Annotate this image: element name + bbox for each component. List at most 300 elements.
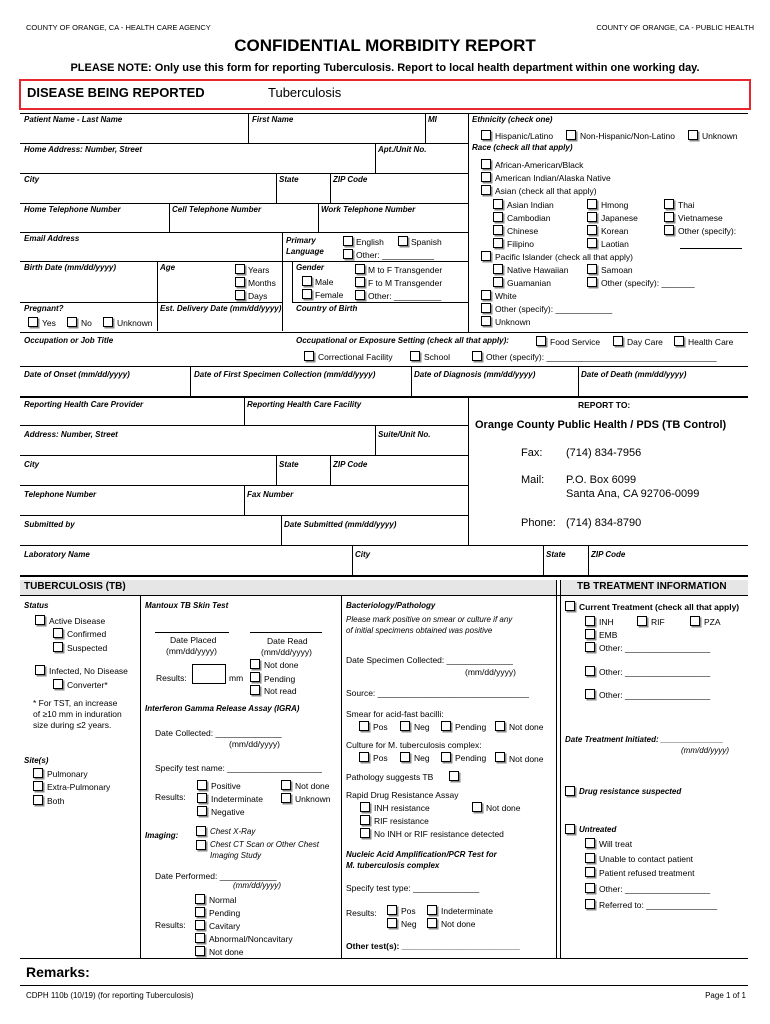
months-checkbox[interactable] — [235, 277, 245, 287]
native-checkbox[interactable] — [481, 172, 491, 182]
infected-checkbox[interactable] — [35, 665, 45, 675]
english-checkbox[interactable] — [343, 236, 353, 246]
native-label: American Indian/Alaska Native — [495, 173, 611, 183]
provider-address-label: Address: Number, Street — [24, 430, 118, 439]
culture-neg-checkbox[interactable] — [400, 752, 410, 762]
fax-label: Fax: — [521, 447, 543, 459]
death-date-label: Date of Death (mm/dd/yyyy) — [581, 370, 687, 379]
treatment-other-2-label: Other: __________________ — [599, 667, 711, 677]
mantoux-pending-checkbox[interactable] — [250, 672, 260, 682]
cambodian-label: Cambodian — [507, 213, 551, 223]
mantoux-results-label: Results: — [156, 673, 187, 683]
ethnicity-unknown-label: Unknown — [702, 131, 738, 141]
extra-pulmonary-label: Extra-Pulmonary — [47, 782, 111, 792]
thai-checkbox[interactable] — [664, 199, 674, 209]
form-title: CONFIDENTIAL MORBIDITY REPORT — [234, 36, 536, 55]
hawaiian-checkbox[interactable] — [493, 264, 503, 274]
remarks-label: Remarks: — [26, 964, 90, 980]
treatment-other-3-checkbox[interactable] — [585, 689, 595, 699]
provider-phone-label: Telephone Number — [24, 490, 97, 499]
igra-negative-label: Negative — [211, 807, 245, 817]
date-initiated-label: Date Treatment Initiated: ______________ — [565, 735, 724, 744]
treatment-other-3-label: Other: __________________ — [599, 690, 711, 700]
inh-checkbox[interactable] — [585, 616, 595, 626]
form-note: PLEASE NOTE: Only use this form for reporting Tuberculosis. Report to local health department within one working day. — [70, 62, 700, 74]
referred-checkbox[interactable] — [585, 899, 595, 909]
provider-zip-label: ZIP Code — [333, 460, 368, 469]
first-name-label: First Name — [252, 115, 294, 124]
thai-label: Thai — [678, 200, 695, 210]
pregnant-yes-label: Yes — [42, 318, 56, 328]
suspected-checkbox[interactable] — [53, 642, 63, 652]
inh-resistance-checkbox[interactable] — [360, 802, 370, 812]
japanese-label: Japanese — [601, 213, 638, 223]
other-asian-checkbox[interactable] — [664, 225, 674, 235]
laotian-checkbox[interactable] — [587, 238, 597, 248]
status-label: Status — [24, 601, 49, 610]
naa-indeterminate-label: Indeterminate — [441, 906, 493, 916]
health-care-checkbox[interactable] — [674, 336, 684, 346]
igra-positive-label: Positive — [211, 781, 241, 791]
unable-contact-label: Unable to contact patient — [599, 854, 694, 864]
home-phone-label: Home Telephone Number — [24, 205, 121, 214]
refused-label: Patient refused treatment — [599, 868, 695, 878]
pathology-checkbox[interactable] — [449, 771, 459, 781]
pathology-label: Pathology suggests TB — [346, 772, 434, 782]
naa-results-label: Results: — [346, 908, 377, 918]
food-service-label: Food Service — [550, 337, 601, 347]
culture-neg-label: Neg — [414, 753, 430, 763]
igra-title: Interferon Gamma Release Assay (IGRA) — [145, 704, 300, 713]
emb-label: EMB — [599, 630, 618, 640]
vietnamese-checkbox[interactable] — [664, 212, 674, 222]
naa-not-done-checkbox[interactable] — [427, 918, 437, 928]
race-unknown-checkbox[interactable] — [481, 316, 491, 326]
submitted-by-label: Submitted by — [24, 520, 75, 529]
date-submitted-label: Date Submitted (mm/dd/yyyy) — [284, 520, 397, 529]
other-tests-field: Other test(s): _________________________ — [346, 941, 520, 951]
ct-label-1: Chest CT Scan or Other Chest — [210, 840, 319, 849]
imaging-cavitary-checkbox[interactable] — [195, 920, 205, 930]
months-label: Months — [248, 278, 276, 288]
spanish-checkbox[interactable] — [398, 236, 408, 246]
specimen-date-label: Date of First Specimen Collection (mm/dd/yyyy) — [194, 370, 376, 379]
both-checkbox[interactable] — [33, 795, 43, 805]
korean-label: Korean — [601, 226, 629, 236]
white-checkbox[interactable] — [481, 290, 491, 300]
date-placed-label: Date Placed — [170, 635, 217, 645]
specimen-date-format: (mm/dd/yyyy) — [465, 667, 516, 677]
footer-right: Page 1 of 1 — [705, 991, 746, 1000]
igra-date-format: (mm/dd/yyyy) — [229, 739, 280, 749]
pulmonary-checkbox[interactable] — [33, 768, 43, 778]
naa-neg-label: Neg — [401, 919, 417, 929]
rif-checkbox[interactable] — [637, 616, 647, 626]
naa-indeterminate-checkbox[interactable] — [427, 905, 437, 915]
ethnicity-label: Ethnicity (check one) — [472, 115, 553, 124]
apt-label: Apt./Unit No. — [378, 145, 427, 154]
filipino-label: Filipino — [507, 239, 534, 249]
ct-checkbox[interactable] — [196, 840, 206, 850]
mail-line2: Santa Ana, CA 92706-0099 — [566, 488, 700, 500]
pregnant-no-label: No — [81, 318, 92, 328]
smear-not-done-checkbox[interactable] — [495, 721, 505, 731]
delivery-date-label: Est. Delivery Date (mm/dd/yyyy) — [160, 304, 282, 313]
cell-phone-label: Cell Telephone Number — [172, 205, 262, 214]
igra-indeterminate-checkbox[interactable] — [197, 793, 207, 803]
correctional-label: Correctional Facility — [318, 352, 393, 362]
culture-pos-label: Pos — [373, 753, 388, 763]
mantoux-not-read-label: Not read — [264, 686, 297, 696]
untreated-label: Untreated — [579, 825, 617, 834]
food-service-checkbox[interactable] — [536, 336, 546, 346]
igra-date-collected: Date Collected: ______________ — [155, 728, 282, 738]
no-resistance-checkbox[interactable] — [360, 828, 370, 838]
mantoux-pending-label: Pending — [264, 674, 296, 684]
imaging-date-performed: Date Performed: ____________ — [155, 871, 277, 881]
female-checkbox[interactable] — [302, 289, 312, 299]
other-pi-checkbox[interactable] — [587, 277, 597, 287]
smear-pos-checkbox[interactable] — [359, 721, 369, 731]
school-label: School — [424, 352, 450, 362]
cambodian-checkbox[interactable] — [493, 212, 503, 222]
source-field: Source: ________________________________ — [346, 688, 529, 698]
pacific-label: Pacific Islander (check all that apply) — [495, 252, 633, 262]
suite-label: Suite/Unit No. — [378, 430, 431, 439]
treatment-other-2-checkbox[interactable] — [585, 666, 595, 676]
inh-resistance-label: INH resistance — [374, 803, 430, 813]
mantoux-not-done-checkbox[interactable] — [250, 659, 260, 669]
xray-checkbox[interactable] — [196, 826, 206, 836]
imaging-not-done-label: Not done — [209, 947, 244, 957]
school-checkbox[interactable] — [410, 351, 420, 361]
mantoux-not-done-label: Not done — [264, 660, 299, 670]
igra-unknown-label: Unknown — [295, 794, 331, 804]
rapid-assay-label: Rapid Drug Resistance Assay — [346, 790, 459, 800]
provider-city-label: City — [24, 460, 40, 469]
igra-positive-checkbox[interactable] — [197, 780, 207, 790]
drug-resistance-checkbox[interactable] — [565, 786, 575, 796]
culture-label: Culture for M. tuberculosis complex: — [346, 740, 482, 750]
untreated-other-checkbox[interactable] — [585, 883, 595, 893]
will-treat-checkbox[interactable] — [585, 838, 595, 848]
birth-date-label: Birth Date (mm/dd/yyyy) — [24, 263, 117, 272]
years-label: Years — [248, 265, 270, 275]
daycare-label: Day Care — [627, 337, 663, 347]
white-label: White — [495, 291, 517, 301]
provider-label: Reporting Health Care Provider — [24, 400, 144, 409]
converter-label: Converter* — [67, 680, 108, 690]
imaging-normal-label: Normal — [209, 895, 237, 905]
onset-date-label: Date of Onset (mm/dd/yyyy) — [24, 370, 130, 379]
refused-checkbox[interactable] — [585, 867, 595, 877]
guamanian-checkbox[interactable] — [493, 277, 503, 287]
igra-not-done-label: Not done — [295, 781, 330, 791]
rapid-not-done-label: Not done — [486, 803, 521, 813]
days-label: Days — [248, 291, 268, 301]
tb-section-title: TUBERCULOSIS (TB) — [24, 581, 126, 592]
ethnicity-unknown-checkbox[interactable] — [688, 130, 698, 140]
bact-note-1: Please mark positive on smear or culture if any — [346, 615, 513, 624]
african-checkbox[interactable] — [481, 159, 491, 169]
occupation-label: Occupation or Job Title — [24, 336, 114, 345]
spanish-label: Spanish — [411, 237, 442, 247]
male-label: Male — [315, 277, 334, 287]
mantoux-mm-label: mm — [229, 673, 244, 683]
provider-state-label: State — [279, 460, 299, 469]
untreated-checkbox[interactable] — [565, 824, 575, 834]
treatment-other-1-checkbox[interactable] — [585, 642, 595, 652]
rif-resistance-checkbox[interactable] — [360, 815, 370, 825]
no-resistance-label: No INH or RIF resistance detected — [374, 829, 504, 839]
naa-pos-label: Pos — [401, 906, 416, 916]
hispanic-label: Hispanic/Latino — [495, 131, 554, 141]
correctional-checkbox[interactable] — [304, 351, 314, 361]
active-disease-checkbox[interactable] — [35, 615, 45, 625]
hmong-checkbox[interactable] — [587, 199, 597, 209]
will-treat-label: Will treat — [599, 839, 633, 849]
chinese-checkbox[interactable] — [493, 225, 503, 235]
current-treatment-label: Current Treatment (check all that apply) — [579, 602, 740, 612]
years-checkbox[interactable] — [235, 264, 245, 274]
fax-value: (714) 834-7956 — [566, 447, 642, 459]
culture-not-done-checkbox[interactable] — [495, 752, 505, 762]
pregnant-unknown-label: Unknown — [117, 318, 153, 328]
other-asian-label: Other (specify): — [678, 226, 737, 236]
days-checkbox[interactable] — [235, 290, 245, 300]
hawaiian-label: Native Hawaiian — [507, 265, 569, 275]
specimen-collected: Date Specimen Collected: ______________ — [346, 655, 513, 665]
drug-resistance-label: Drug resistance suspected — [579, 787, 682, 796]
ftm-checkbox[interactable] — [355, 277, 365, 287]
state-label: State — [279, 175, 299, 184]
samoan-checkbox[interactable] — [587, 264, 597, 274]
lab-name-label: Laboratory Name — [24, 550, 90, 559]
date-initiated-format: (mm/dd/yyyy) — [681, 746, 729, 755]
naa-not-done-label: Not done — [441, 919, 476, 929]
igra-unknown-checkbox[interactable] — [281, 793, 291, 803]
referred-label: Referred to: _______________ — [599, 900, 718, 910]
last-name-label: Patient Name - Last Name — [24, 115, 123, 124]
bact-title: Bacteriology/Pathology — [346, 601, 436, 610]
suspected-label: Suspected — [67, 643, 108, 653]
lab-city-label: City — [355, 550, 371, 559]
race-label: Race (check all that apply) — [472, 143, 573, 152]
imaging-pending-label: Pending — [209, 908, 241, 918]
facility-label: Reporting Health Care Facility — [247, 400, 362, 409]
active-disease-label: Active Disease — [49, 616, 106, 626]
smear-pos-label: Pos — [373, 722, 388, 732]
tst-note-2: of ≥10 mm in induration — [33, 709, 122, 719]
guamanian-label: Guamanian — [507, 278, 551, 288]
mantoux-title: Mantoux TB Skin Test — [145, 601, 229, 610]
provider-fax-label: Fax Number — [247, 490, 294, 499]
imaging-normal-checkbox[interactable] — [195, 894, 205, 904]
imaging-date-format: (mm/dd/yyyy) — [233, 881, 281, 890]
primary-label: Primary — [286, 236, 316, 245]
imaging-abnormal-checkbox[interactable] — [195, 933, 205, 943]
treatment-other-1-label: Other: __________________ — [599, 643, 711, 653]
header-right: COUNTY OF ORANGE, CA - PUBLIC HEALTH — [596, 23, 754, 32]
email-label: Email Address — [24, 234, 80, 243]
samoan-label: Samoan — [601, 265, 633, 275]
pulmonary-label: Pulmonary — [47, 769, 88, 779]
imaging-pending-checkbox[interactable] — [195, 907, 205, 917]
lab-state-label: State — [546, 550, 566, 559]
imaging-not-done-checkbox[interactable] — [195, 946, 205, 956]
laotian-label: Laotian — [601, 239, 629, 249]
current-treatment-checkbox[interactable] — [565, 601, 575, 611]
footer-left: CDPH 110b (10/19) (for reporting Tuberculosis) — [26, 991, 194, 1000]
address-label: Home Address: Number, Street — [24, 145, 142, 154]
gender-label: Gender — [296, 263, 325, 272]
asian-indian-label: Asian Indian — [507, 200, 554, 210]
non-hispanic-checkbox[interactable] — [566, 130, 576, 140]
english-label: English — [356, 237, 384, 247]
pregnant-unknown-checkbox[interactable] — [103, 317, 113, 327]
other-gender-label: Other: __________ — [368, 291, 442, 301]
both-label: Both — [47, 796, 65, 806]
emb-checkbox[interactable] — [585, 629, 595, 639]
date-read-label: Date Read — [267, 636, 308, 646]
naa-test-type: Specify test type: ______________ — [346, 883, 480, 893]
asian-checkbox[interactable] — [481, 185, 491, 195]
imaging-abnormal-label: Abnormal/Noncavitary — [209, 934, 293, 944]
pacific-checkbox[interactable] — [481, 251, 491, 261]
pza-checkbox[interactable] — [690, 616, 700, 626]
disease-label: DISEASE BEING REPORTED — [27, 85, 205, 100]
asian-indian-checkbox[interactable] — [493, 199, 503, 209]
report-agency: Orange County Public Health / PDS (TB Control) — [475, 419, 727, 431]
daycare-checkbox[interactable] — [613, 336, 623, 346]
japanese-checkbox[interactable] — [587, 212, 597, 222]
smear-pending-checkbox[interactable] — [441, 721, 451, 731]
culture-not-done-label: Not done — [509, 754, 544, 764]
pregnant-no-checkbox[interactable] — [67, 317, 77, 327]
date-read-format: (mm/dd/yyyy) — [261, 647, 312, 657]
mail-label: Mail: — [521, 474, 545, 486]
mail-line1: P.O. Box 6099 — [566, 474, 637, 486]
chinese-label: Chinese — [507, 226, 539, 236]
smear-label: Smear for acid-fast bacilli: — [346, 709, 444, 719]
rif-resistance-label: RIF resistance — [374, 816, 429, 826]
report-to-label: REPORT TO: — [578, 400, 631, 410]
health-care-label: Health Care — [688, 337, 734, 347]
smear-not-done-label: Not done — [509, 722, 544, 732]
disease-value[interactable]: Tuberculosis — [268, 85, 342, 100]
other-setting-checkbox[interactable] — [472, 351, 482, 361]
igra-test-name: Specify test name: ____________________ — [155, 763, 322, 773]
hmong-label: Hmong — [601, 200, 629, 210]
hispanic-checkbox[interactable] — [481, 130, 491, 140]
pregnant-label: Pregnant? — [24, 304, 64, 313]
sites-label: Site(s) — [24, 756, 49, 765]
culture-pending-label: Pending — [455, 753, 487, 763]
zip-label: ZIP Code — [333, 175, 368, 184]
igra-results-label: Results: — [155, 792, 186, 802]
mtf-label: M to F Transgender — [368, 265, 443, 275]
unable-contact-checkbox[interactable] — [585, 853, 595, 863]
mantoux-not-read-checkbox[interactable] — [250, 685, 260, 695]
mi-label: MI — [428, 115, 437, 124]
other-race-label: Other (specify): ____________ — [495, 304, 613, 314]
naa-neg-checkbox[interactable] — [387, 918, 397, 928]
other-language-label: Other: ___________ — [356, 250, 434, 260]
ct-label-2: Imaging Study — [210, 851, 262, 860]
rif-label: RIF — [651, 617, 665, 627]
rapid-not-done-checkbox[interactable] — [472, 802, 482, 812]
vietnamese-label: Vietnamese — [678, 213, 723, 223]
pregnant-yes-checkbox[interactable] — [28, 317, 38, 327]
other-pi-label: Other (specify): _______ — [601, 278, 695, 288]
extra-pulmonary-checkbox[interactable] — [33, 781, 43, 791]
female-label: Female — [315, 290, 344, 300]
naa-pos-checkbox[interactable] — [387, 905, 397, 915]
imaging-results-label: Results: — [155, 920, 186, 930]
converter-checkbox[interactable] — [53, 679, 63, 689]
asian-label: Asian (check all that apply) — [495, 186, 597, 196]
work-phone-label: Work Telephone Number — [321, 205, 416, 214]
date-placed-format: (mm/dd/yyyy) — [166, 646, 217, 656]
setting-label: Occupational or Exposure Setting (check all that apply): — [296, 336, 509, 345]
tst-note-1: * For TST, an increase — [33, 698, 118, 708]
imaging-cavitary-label: Cavitary — [209, 921, 241, 931]
phone-label: Phone: — [521, 517, 556, 529]
smear-pending-label: Pending — [455, 722, 487, 732]
naa-title-2: M. tuberculosis complex — [346, 861, 440, 870]
xray-label: Chest X-Ray — [210, 827, 256, 836]
bact-note-2: of initial specimens obtained was positive — [346, 626, 493, 635]
korean-checkbox[interactable] — [587, 225, 597, 235]
smear-neg-checkbox[interactable] — [400, 721, 410, 731]
african-label: African-American/Black — [495, 160, 584, 170]
igra-not-done-checkbox[interactable] — [281, 780, 291, 790]
tst-note-3: size during ≤2 years. — [33, 720, 112, 730]
non-hispanic-label: Non-Hispanic/Non-Latino — [580, 131, 675, 141]
age-label: Age — [160, 263, 176, 272]
smear-neg-label: Neg — [414, 722, 430, 732]
culture-pending-checkbox[interactable] — [441, 752, 451, 762]
infected-label: Infected, No Disease — [49, 666, 128, 676]
race-unknown-label: Unknown — [495, 317, 531, 327]
treatment-section-title: TB TREATMENT INFORMATION — [577, 581, 727, 592]
inh-label: INH — [599, 617, 614, 627]
untreated-other-label: Other: __________________ — [599, 884, 711, 894]
igra-indeterminate-label: Indeterminate — [211, 794, 263, 804]
confirmed-label: Confirmed — [67, 629, 107, 639]
culture-pos-checkbox[interactable] — [359, 752, 369, 762]
ftm-label: F to M Transgender — [368, 278, 443, 288]
phone-value: (714) 834-8790 — [566, 517, 642, 529]
city-label: City — [24, 175, 40, 184]
mantoux-mm-input[interactable] — [192, 664, 226, 684]
mtf-checkbox[interactable] — [355, 264, 365, 274]
country-birth-label: Country of Birth — [296, 304, 358, 313]
lab-zip-label: ZIP Code — [591, 550, 626, 559]
male-checkbox[interactable] — [302, 276, 312, 286]
language-label: Language — [286, 247, 324, 256]
confirmed-checkbox[interactable] — [53, 628, 63, 638]
diagnosis-date-label: Date of Diagnosis (mm/dd/yyyy) — [414, 370, 536, 379]
other-setting-label: Other (specify): ____________________________________ — [486, 352, 717, 362]
pza-label: PZA — [704, 617, 721, 627]
filipino-checkbox[interactable] — [493, 238, 503, 248]
other-race-checkbox[interactable] — [481, 303, 491, 313]
igra-negative-checkbox[interactable] — [197, 806, 207, 816]
other-gender-checkbox[interactable] — [355, 290, 365, 300]
header-left: COUNTY OF ORANGE, CA - HEALTH CARE AGENCY — [26, 23, 211, 32]
other-language-checkbox[interactable] — [343, 249, 353, 259]
